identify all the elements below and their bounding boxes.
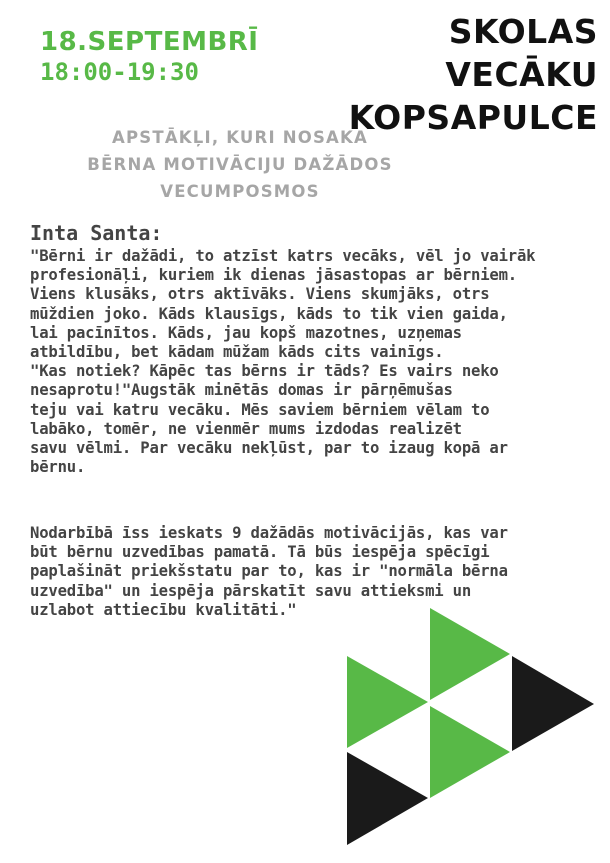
event-time: 18:00-19:30 [40, 58, 199, 86]
description-line: būt bērnu uzvedības pamatā. Tā būs iespēja spēcīgi [30, 543, 490, 562]
topic-line: VECUMPOSMOS [160, 182, 320, 201]
quote-line: profesionāļi, kuriem ik dienas jāsastopas ar bērniem. [30, 266, 517, 285]
description-line: uzlabot attiecību kvalitāti." [30, 600, 297, 619]
quote-line: mūždien joko. Kāds klausīgs, kāds to tik vien gaida, [30, 304, 508, 323]
green-triangle [430, 706, 510, 798]
topic-line: BĒRNA MOTIVĀCIJU DAŽĀDOS [87, 155, 393, 174]
quote-line: Viens klusāks, otrs aktīvāks. Viens skumjāks, otrs [30, 285, 490, 304]
quote-line: "Bērni ir dažādi, to atzīst katrs vecāks, vēl jo vairāk [30, 247, 536, 265]
quote-line: savu vēlmi. Par vecāku nekļūst, par to izaug kopā ar [30, 439, 508, 458]
black-triangle [512, 656, 594, 751]
black-triangle [347, 752, 428, 845]
quote-line: atbildību, bet kādam mūžam kāds cits vainīgs. [30, 343, 444, 362]
description-line: paplašināt priekšstatu par to, kas ir "normāla bērna [30, 562, 508, 581]
quote-line: "Kas notiek? Kāpēc tas bērns ir tāds? Es vairs neko [30, 362, 499, 381]
quote-line: bērnu. [30, 458, 86, 477]
speaker-name: Inta Santa: [30, 221, 163, 245]
quote-line: nesaprotu!"Augstāk minētās domas ir pārņēmušas [30, 381, 453, 400]
quote-line: teju vai katru vecāku. Mēs saviem bērniem vēlam to [30, 400, 490, 419]
title-line: VECĀKU [445, 55, 598, 94]
event-date: 18.SEPTEMBRĪ [40, 27, 259, 57]
quote-line: labāko, tomēr, ne vienmēr mums izdodas realizēt [30, 419, 462, 438]
topic-line: APSTĀKĻI, KURI NOSAKA [112, 128, 368, 147]
quote-line: lai pacīnītos. Kāds, jau kopš mazotnes, uzņemas [30, 323, 462, 342]
green-triangle [347, 656, 428, 748]
description-line: uzvedība" un iespēja pārskatīt savu attieksmi un [30, 581, 472, 600]
description-line: Nodarbībā īss ieskats 9 dažādās motivācijās, kas var [30, 524, 508, 542]
green-triangle [430, 608, 510, 700]
title-line: SKOLAS [448, 12, 598, 51]
title-line: KOPSAPULCE [348, 98, 598, 137]
